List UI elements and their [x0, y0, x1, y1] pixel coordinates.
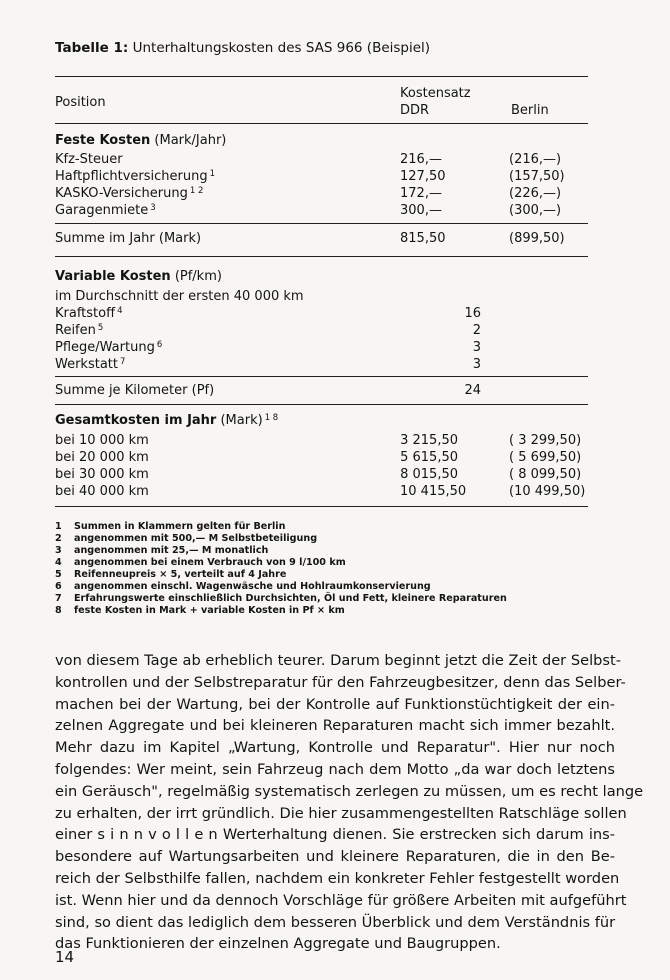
header-rule — [55, 123, 588, 124]
variable-note: im Durchschnitt der ersten 40 000 km — [55, 289, 304, 304]
table-top-rule — [55, 76, 588, 77]
header-berlin: Berlin — [511, 103, 549, 118]
footnote-number: 6 — [55, 581, 62, 592]
row-berlin: ( 8 099,50) — [509, 467, 582, 482]
row-label: Werkstatt — [55, 357, 118, 372]
footnote-text: Erfahrungswerte einschließlich Durchsichten, Öl und Fett, kleinere Reparaturen — [74, 593, 507, 604]
body-line: das Funktionieren der einzelnen Aggregate und Baugruppen. — [55, 935, 501, 953]
section-rule — [55, 376, 588, 377]
table-row — [55, 305, 588, 323]
footnote-number: 8 — [55, 605, 62, 616]
row-berlin: (226,—) — [509, 186, 562, 201]
table-row — [55, 339, 588, 357]
sum-value: 24 — [464, 383, 481, 398]
row-value: 16 — [464, 306, 481, 321]
row-berlin: (300,—) — [509, 203, 562, 218]
row-label: Reifen — [55, 323, 96, 338]
table-caption — [55, 40, 430, 56]
footnote-ref: 6 — [156, 340, 163, 350]
body-line: machen bei der Wartung, bei der Kontrolle auf Funktionstüchtigkeit der ein- — [55, 695, 615, 713]
table-row — [55, 449, 588, 467]
variable-sum-row — [55, 382, 588, 400]
footnote-ref: 1 — [209, 169, 216, 179]
footnote-number: 4 — [55, 557, 62, 568]
body-line: von diesem Tage ab erheblich teurer. Darum beginnt jetzt die Zeit der Selbst- — [55, 652, 621, 669]
row-label: bei 20 000 km — [55, 450, 149, 465]
section-variable-title — [55, 268, 588, 286]
footnote-number: 1 — [55, 521, 62, 532]
row-label: Kraftstoff — [55, 306, 116, 321]
body-line: reich der Selbsthilfe fallen, nachdem ein konkreter Fehler festgestellt worden — [55, 869, 620, 887]
sum-ddr: 815,50 — [400, 231, 446, 246]
row-ddr: 300,— — [400, 203, 442, 218]
footnote-ref: 7 — [120, 357, 126, 367]
footnote-text: angenommen bei einem Verbrauch von 9 l/100 km — [74, 557, 346, 568]
body-line: sind, so dient das lediglich dem besseren Überblick und dem Verständnis für — [55, 913, 616, 931]
header-row-bottom — [55, 102, 588, 120]
body-line: ist. Wenn hier und da dennoch Vorschläge für größere Arbeiten mit aufgeführt — [55, 891, 627, 909]
row-value: 3 — [472, 340, 481, 355]
footnote-text: angenommen mit 25,— M monatlich — [74, 545, 269, 556]
row-berlin: ( 5 699,50) — [509, 450, 582, 465]
feste-unit: (Mark/Jahr) — [154, 133, 227, 148]
body-line: folgendes: Wer meint, sein Fahrzeug nach dem Motto „da war doch letztens — [55, 760, 615, 778]
section-feste-title — [55, 132, 588, 150]
variable-title: Variable Kosten — [55, 269, 171, 284]
footnote-text: Summen in Klammern gelten für Berlin — [74, 521, 286, 532]
footnote-ref: 4 — [117, 306, 123, 316]
header-ddr: DDR — [400, 103, 430, 118]
row-ddr: 172,— — [400, 186, 442, 201]
row-berlin: (216,—) — [509, 152, 562, 167]
row-label: bei 10 000 km — [55, 433, 149, 448]
row-berlin: (10 499,50) — [509, 484, 586, 499]
gesamt-title: Gesamtkosten im Jahr — [55, 413, 217, 428]
feste-title: Feste Kosten — [55, 133, 151, 148]
header-kostensatz: Kostensatz — [400, 86, 471, 101]
body-line: zelnen Aggregate und bei kleineren Reparaturen macht sich immer bezahlt. — [55, 717, 615, 735]
body-line: besondere auf Wartungsarbeiten und kleinere Reparaturen, die in den Be- — [55, 848, 615, 866]
table-row — [55, 185, 588, 203]
gesamt-unit: (Mark) — [220, 413, 263, 428]
table-row — [55, 483, 588, 501]
footnote-ref: 3 — [150, 203, 156, 213]
row-berlin: ( 3 299,50) — [509, 433, 582, 448]
table-row — [55, 432, 588, 450]
feste-sum-row — [55, 230, 588, 248]
row-berlin: (157,50) — [509, 169, 565, 184]
sum-berlin: (899,50) — [509, 231, 565, 246]
body-line: ein Geräusch", regelmäßig systematisch zerlegen zu müssen, um es recht lange — [55, 782, 644, 800]
body-line: einer s i n n v o l l e n Werterhaltung dienen. Sie erstrecken sich darum ins- — [55, 826, 615, 844]
row-label: Haftpflichtversicherung — [55, 169, 208, 184]
row-label: bei 40 000 km — [55, 484, 149, 499]
table-bottom-rule — [55, 506, 588, 507]
body-paragraph — [55, 650, 644, 955]
section-rule — [55, 256, 588, 257]
footnote-number: 2 — [55, 533, 62, 544]
row-value: 2 — [472, 323, 481, 338]
header-position: Position — [55, 95, 106, 110]
footnote-text: Reifenneupreis × 5, verteilt auf 4 Jahre — [74, 569, 287, 580]
row-ddr: 5 615,50 — [400, 450, 458, 465]
row-ddr: 8 015,50 — [400, 467, 458, 482]
footnote-text: feste Kosten in Mark + variable Kosten in Pf × km — [74, 605, 345, 616]
row-label: Kfz-Steuer — [55, 152, 123, 167]
row-ddr: 10 415,50 — [400, 484, 467, 499]
footnote-text: angenommen mit 500,— M Selbstbeteiligung — [74, 533, 318, 544]
row-ddr: 3 215,50 — [400, 433, 458, 448]
body-line: zu erhalten, der irrt gründlich. Die hier zusammengestellten Ratschläge sollen — [55, 804, 627, 822]
section-rule — [55, 223, 588, 224]
footnote-ref: 1 8 — [264, 413, 279, 423]
footnote-number: 7 — [55, 593, 62, 604]
row-label: Garagenmiete — [55, 203, 149, 218]
row-label: KASKO-Versicherung — [55, 186, 188, 201]
section-gesamt-title — [55, 412, 588, 430]
row-label: Pflege/Wartung — [55, 340, 155, 355]
page-number: 14 — [55, 948, 75, 966]
sum-label: Summe im Jahr (Mark) — [55, 231, 202, 246]
table-row — [55, 151, 588, 169]
row-ddr: 216,— — [400, 152, 442, 167]
body-line: Mehr dazu im Kapitel „Wartung, Kontrolle und Reparatur". Hier nur noch — [55, 739, 615, 757]
table-row — [55, 322, 588, 340]
footnote-text: angenommen einschl. Wagenwäsche und Hohlraumkonservierung — [74, 581, 431, 592]
table-row — [55, 466, 588, 484]
footnote-number: 5 — [55, 569, 62, 580]
footnote-number: 3 — [55, 545, 62, 556]
row-label: bei 30 000 km — [55, 467, 149, 482]
body-line: kontrollen und der Selbstreparatur für den Fahrzeugbesitzer, denn das Selber- — [55, 673, 626, 691]
section-rule — [55, 404, 588, 405]
row-ddr: 127,50 — [400, 169, 446, 184]
table-title: Unterhaltungskosten des SAS 966 (Beispiel) — [132, 40, 431, 56]
variable-note-row — [55, 288, 588, 306]
table-row — [55, 356, 588, 374]
table-row — [55, 202, 588, 220]
table-label: Tabelle 1: — [55, 40, 129, 56]
variable-unit: (Pf/km) — [174, 269, 222, 284]
sum-label: Summe je Kilometer (Pf) — [55, 383, 215, 398]
footnote-ref: 1 2 — [189, 186, 204, 196]
footnote-ref: 5 — [97, 323, 104, 333]
table-row — [55, 168, 588, 186]
row-value: 3 — [472, 357, 481, 372]
